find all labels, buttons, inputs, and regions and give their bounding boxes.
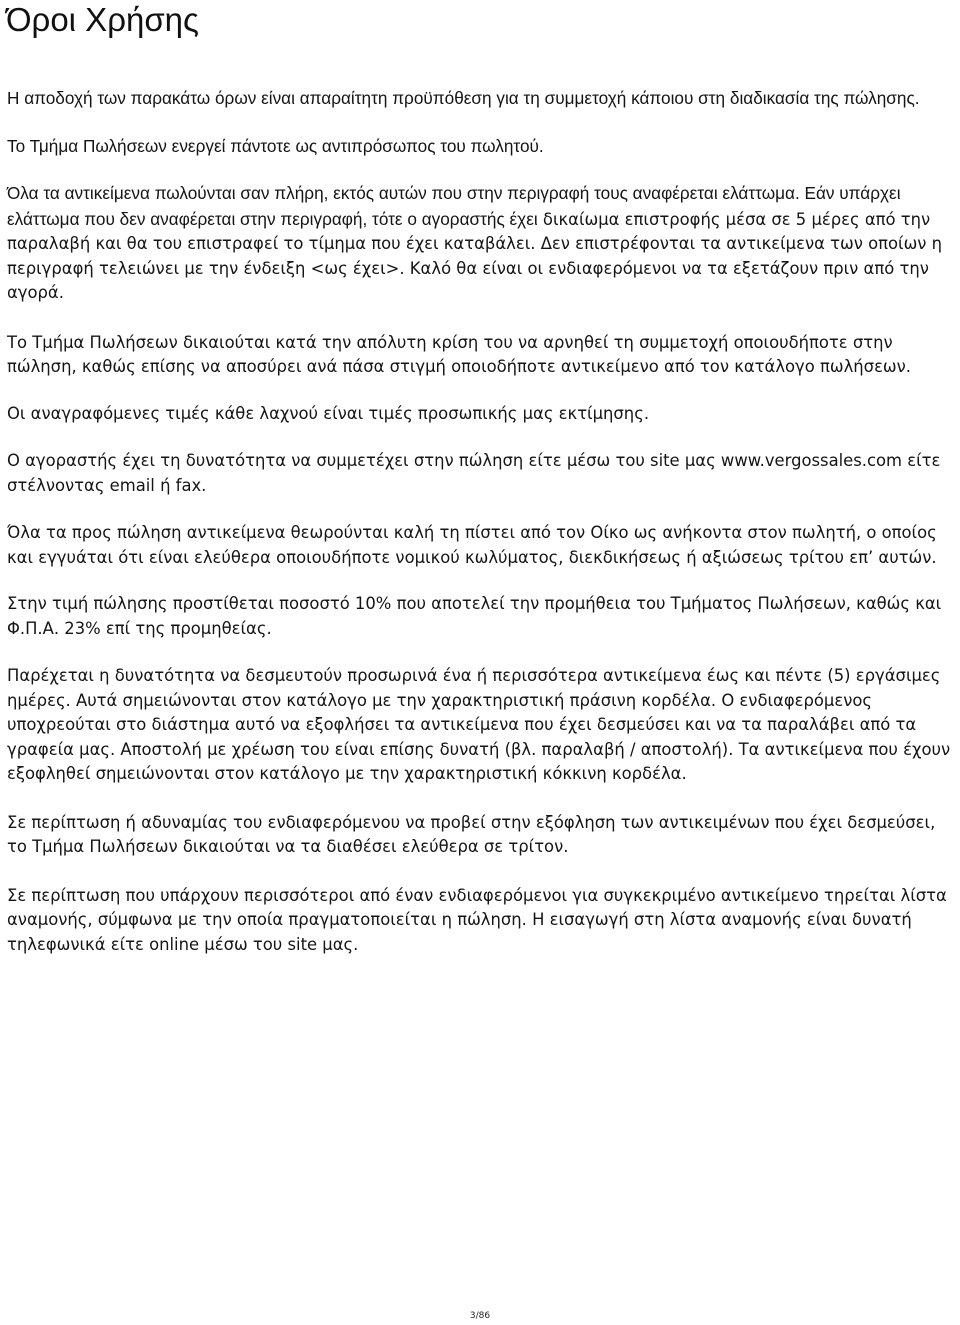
paragraph-1 (7, 86, 955, 112)
paragraph-2-text: Το Τμήμα Πωλήσεων ενεργεί πάντοτε ως αντιπρόσωπος του πωλητού. (7, 135, 544, 156)
paragraph-3-text-a: Όλα τα αντικείμενα πωλούνται σαν πλήρη, εκτός αυτών που στην περιγραφή τους αναφέρεται ελάττωμα. Εάν υπάρχει ελάττωμα που δεν αναφέρεται στην περιγραφή, τότε ο αγοραστής έχει (7, 183, 901, 229)
paragraph-1-text: Η αποδοχή των παρακάτω όρων είναι απαραίτητη προϋπόθεση για τη συμμετοχή κάποιου στη διαδικασία της πώλησης. (7, 88, 920, 108)
paragraph-7 (7, 521, 955, 570)
page-title: Όροι Χρήσης (6, 1, 199, 38)
paragraph-3-text-b: δικαίωμα επιστροφής μέσα σε 5 μέρες από την παραλαβή και θα του επιστραφεί το τίμημα που έχει καταβάλει. Δεν επιστρέφονται τα αντικείμενα των οποίων η περιγραφή τελειώνει με την ένδειξη <ως έχει>. Καλό θα είναι οι ενδιαφερόμενοι να τα εξετάζουν πριν από την αγορά. (7, 209, 943, 302)
paragraph-7-text: Όλα τα προς πώληση αντικείμενα θεωρούνται καλή τη πίστει από τον Οίκο ως ανήκοντα στον πωλητή, ο οποίος και εγγυάται ότι είναι ελεύθερα οποιουδήποτε νομικού κωλύματος, διεκδικήσεως ή αξιώσεως τρίτου επ’ αυτών. (7, 523, 937, 567)
paragraph-4 (7, 331, 955, 380)
paragraph-5-text: Οι αναγραφόμενες τιμές κάθε λαχνού είναι τιμές προσωπικής μας εκτίμησης. (7, 403, 650, 423)
paragraph-11-text: Σε περίπτωση που υπάρχουν περισσότεροι από έναν ενδιαφερόμενοι για συγκεκριμένο αντικείμενο τηρείται λίστα αναμονής, σύμφωνα με την οποία πραγματοποιείται η πώληση. Η εισαγωγή στη λίστα αναμονής είναι δυνατή τηλεφωνικά είτε online μέσω του site μας. (7, 885, 947, 954)
paragraph-3 (7, 181, 955, 306)
paragraph-10 (7, 811, 955, 860)
paragraph-6 (7, 449, 955, 498)
paragraph-9 (7, 664, 955, 787)
paragraph-11 (7, 884, 955, 958)
terms-body (7, 86, 955, 979)
paragraph-6-text: Ο αγοραστής έχει τη δυνατότητα να συμμετέχει στην πώληση είτε μέσω του site μας www.vergossales.com είτε στέλνοντας email ή fax. (7, 451, 941, 495)
paragraph-8 (7, 592, 955, 641)
paragraph-10-text: Σε περίπτωση ή αδυναμίας του ενδιαφερόμενου να προβεί στην εξόφληση των αντικειμένων που έχει δεσμεύσει, το Τμήμα Πωλήσεων δικαιούται να τα διαθέσει ελεύθερα σε τρίτον. (7, 812, 936, 856)
paragraph-5 (7, 402, 955, 427)
paragraph-9-text: Παρέχεται η δυνατότητα να δεσμευτούν προσωρινά ένα ή περισσότερα αντικείμενα έως και πέντε (5) εργάσιμες ημέρες. Αυτά σημειώνονται στον κατάλογο με την χαρακτηριστική πράσινη κορδέλα. Ο ενδιαφερόμενος υποχρεούται στο διάστημα αυτό να εξοφλήσει τα αντικείμενα που έχει δεσμεύσει και να τα παραλάβει από τα γραφεία μας. Αποστολή με χρέωση του είναι επίσης δυνατή (βλ. παραλαβή / αποστολή). Τα αντικείμενα που έχουν εξοφληθεί σημειώνονται στον κατάλογο με την χαρακτηριστική κόκκινη κορδέλα. (7, 666, 951, 783)
page-number: 3/86 (469, 1311, 491, 1321)
paragraph-8-text: Στην τιμή πώλησης προστίθεται ποσοστό 10% που αποτελεί την προμήθεια του Τμήματος Πωλήσεων, καθώς και Φ.Π.Α. 23% επί της προμηθείας. (7, 594, 942, 638)
paragraph-4-text: Το Τμήμα Πωλήσεων δικαιούται κατά την απόλυτη κρίση του να αρνηθεί τη συμμετοχή οποιουδήποτε στην πώληση, καθώς επίσης να αποσύρει ανά πάσα στιγμή οποιοδήποτε αντικείμενο από τον κατάλογο πωλήσεων. (7, 332, 912, 376)
paragraph-2 (7, 134, 955, 160)
